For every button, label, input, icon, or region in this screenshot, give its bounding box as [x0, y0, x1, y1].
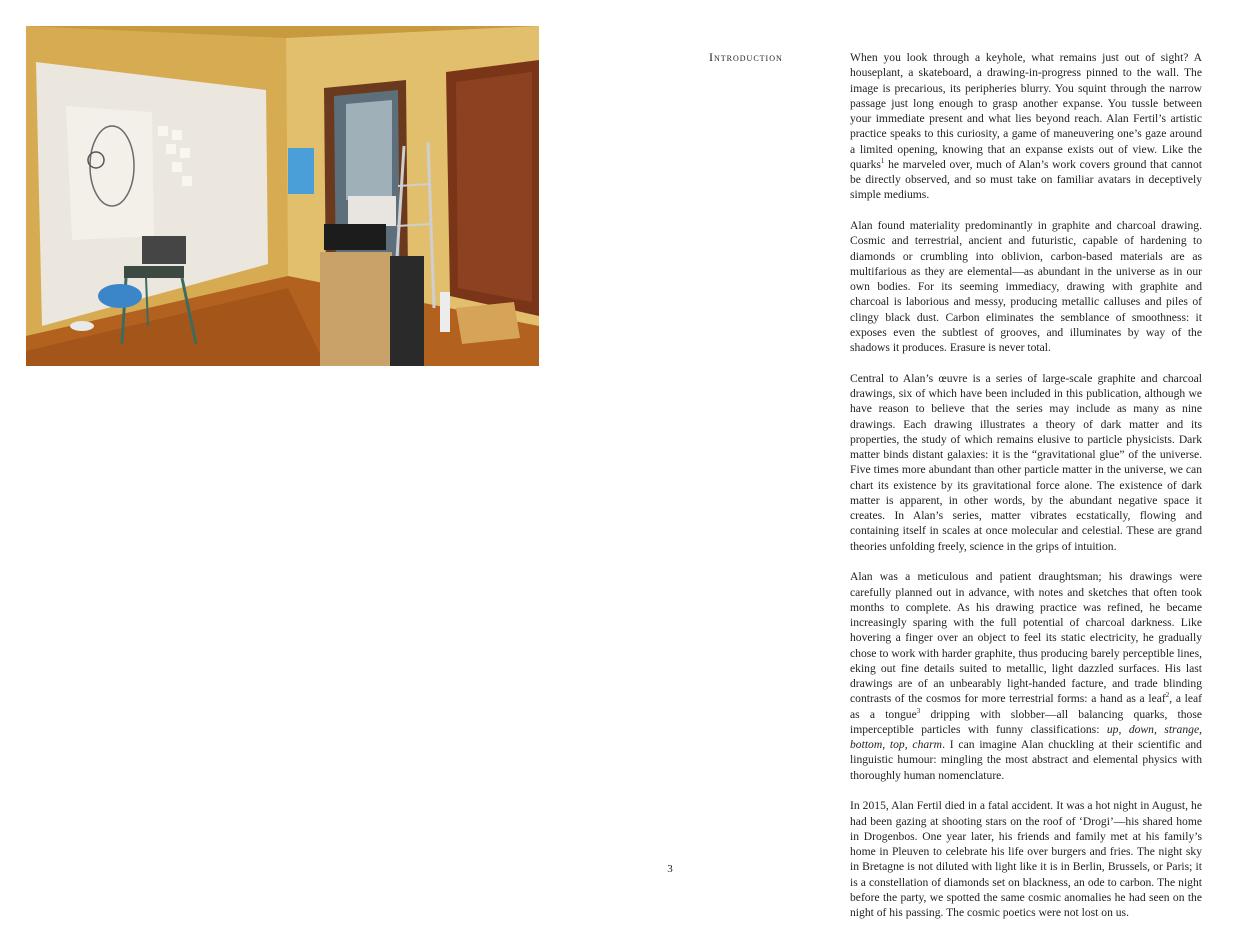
- section-heading: Introduction: [709, 50, 783, 64]
- footnote-marker: 3: [916, 706, 921, 715]
- paragraph-4-text-a: Alan was a meticulous and patient draughtsman; his drawings were carefully planned out in advance, with notes and sketches that often took months to complete. As his drawing practice was refined, he became increasingly sparing with the full potential of charcoal darkness. Like hovering a finger over an object to feel its static electricity, he gradually chose to work with harder graphite, thus producing barely perceptible lines, eking out fine details suited to metallic, light dazzled surfaces. His last drawings are of an unbearably light-handed facture, and trade blinding contrasts of the cosmos for more terrestrial forms: a hand as a leaf: [850, 570, 1202, 706]
- paragraph-3: Central to Alan’s œuvre is a series of large-scale graphite and charcoal drawings, six of which have been included in this publication, although we have reason to believe that the series may include as many as nine drawings. Each drawing illustrates a theory of dark matter and its properties, the study of which remains elusive to particle physicists. Dark matter binds distant galaxies: it is the “gravitational glue” of the universe. Five times more abundant than other particle matter in the universe, we can chart its existence by its gravitational force alone. The existence of dark matter is apparent, in other words, by the abundant negative space it creates. In Alan’s series, matter vibrates ecstatically, flowing and containing itself in scales at once molecular and celestial. These are grand theories unfolding freely, science in the grips of intuition.: [850, 371, 1202, 553]
- paragraph-1-text-end: he marveled over, much of Alan’s work covers ground that cannot be directly observed, and so must take on familiar avatars in deceptively simple mediums.: [850, 157, 1202, 202]
- paragraph-4-text-b: , a leaf as a tongue: [850, 692, 1203, 721]
- paragraph-1-text: When you look through a keyhole, what remains just out of sight? A houseplant, a skateboard, a drawing-in-progress pinned to the wall. The image is precarious, its peripheries blurry. You squint through the narrow passage just long enough to grasp another expanse. You tussle between your immediate present and what lies beyond reach. Alan Fertil’s artistic practice speaks to this curiosity, a game of maneuvering one’s gaze around a limited opening, knowing that an expanse exists out of view. Like the quarks: [850, 51, 1202, 171]
- introduction-text: [850, 50, 1202, 936]
- paragraph-4-text-c: dripping with slobber—all balancing quarks, those imperceptible particles with funny classifications:: [850, 707, 1203, 736]
- paragraph-1: [850, 50, 1202, 203]
- paragraph-5: In 2015, Alan Fertil died in a fatal accident. It was a hot night in August, he had been gazing at shooting stars on the roof of ‘Drogi’—his shared home in Drogenbos. One year later, his friends and family met at his family’s home in Pleuven to celebrate his life over burgers and fries. The night sky in Bretagne is not diluted with light like it is in Berlin, Brussels, or Paris; it is a constellation of diamonds set on blackness, an ode to carbon. The night before the party, we spotted the same cosmic anomalies he had seen on the night of his passing. The cosmic poetics were not lost on us.: [850, 799, 1202, 919]
- footnote-marker: 1: [880, 156, 885, 165]
- paragraph-4: [850, 569, 1202, 783]
- page-number: 3: [667, 863, 673, 875]
- quark-names: up, down, strange, bottom, top, charm: [850, 722, 1202, 751]
- studio-photo: [26, 26, 539, 366]
- paragraph-4-text-d: . I can imagine Alan chuckling at their scientific and linguistic humour: mingling the most abstract and elemental physics with thoroughly human nomenclature.: [850, 738, 1202, 782]
- footnote-marker: 2: [1165, 691, 1170, 700]
- paragraph-2: Alan found materiality predominantly in graphite and charcoal drawing. Cosmic and terrestrial, ancient and futuristic, capable of hardening to diamonds or crumbling into oblivion, carbon-based materials are as multifarious as they are elemental—as abundant in the universe as in our own bodies. For its seeming immediacy, drawing with graphite and charcoal is laborious and messy, producing metallic calluses and piles of clingy black dust. Carbon eliminates the semblance of smoothness: it exposes even the subtlest of grooves, and illuminates by way of the shadows it produces. Erasure is never total.: [850, 219, 1202, 354]
